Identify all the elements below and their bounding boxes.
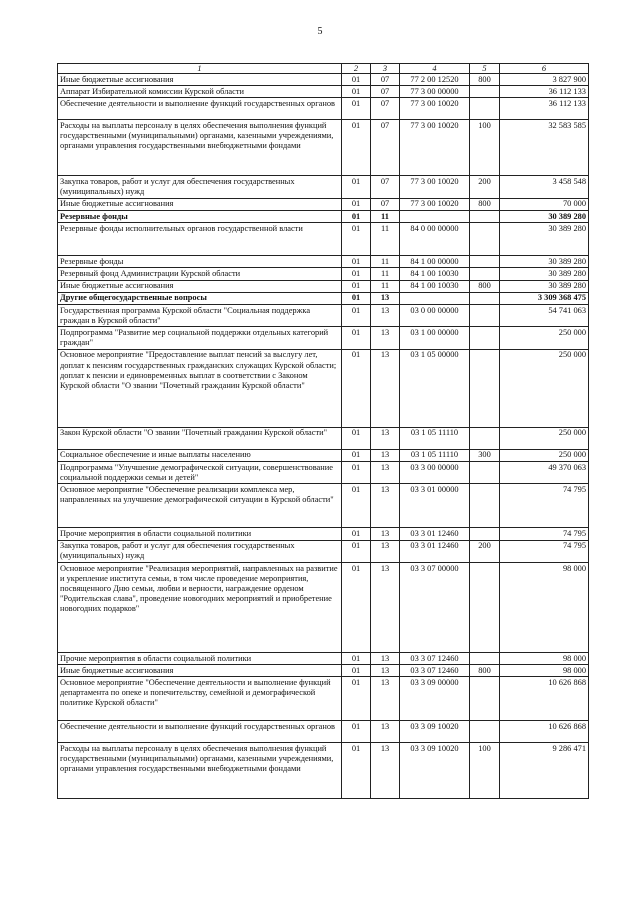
row-subsection-cell: 13	[371, 427, 400, 449]
row-amount-cell: 74 795	[500, 484, 589, 528]
row-name-cell: Резервные фонды	[58, 211, 342, 223]
row-amount-cell: 30 389 280	[500, 256, 589, 268]
row-section-cell: 01	[342, 665, 371, 677]
row-section-cell: 01	[342, 721, 371, 743]
row-amount-cell: 98 000	[500, 653, 589, 665]
row-section-cell: 01	[342, 743, 371, 799]
row-target-article-cell: 84 1 00 10030	[400, 268, 470, 280]
row-amount-cell: 250 000	[500, 349, 589, 427]
table-row	[58, 427, 589, 449]
row-target-article-cell: 77 3 00 10020	[400, 120, 470, 176]
row-target-article-cell: 77 3 00 10020	[400, 198, 470, 210]
row-amount-cell: 3 309 368 475	[500, 292, 589, 304]
page-number: 5	[317, 26, 323, 37]
table-row	[58, 327, 589, 349]
table-row	[58, 721, 589, 743]
row-target-article-cell: 03 1 05 11110	[400, 427, 470, 449]
header-cell-subsection: 3	[371, 64, 400, 74]
row-target-article-cell: 77 3 00 00000	[400, 86, 470, 98]
row-expense-type-cell	[470, 677, 500, 721]
row-expense-type-cell	[470, 86, 500, 98]
row-amount-cell: 30 389 280	[500, 268, 589, 280]
row-target-article-cell: 03 0 00 00000	[400, 305, 470, 327]
table-row	[58, 211, 589, 223]
row-target-article-cell	[400, 292, 470, 304]
row-name-cell: Обеспечение деятельности и выполнение функций государственных органов	[58, 721, 342, 743]
row-expense-type-cell	[470, 292, 500, 304]
row-amount-cell: 54 741 063	[500, 305, 589, 327]
row-name-cell: Прочие мероприятия в области социальной политики	[58, 528, 342, 540]
row-amount-cell: 70 000	[500, 198, 589, 210]
row-subsection-cell: 13	[371, 665, 400, 677]
row-section-cell: 01	[342, 427, 371, 449]
table-row	[58, 528, 589, 540]
table-row	[58, 349, 589, 427]
row-section-cell: 01	[342, 528, 371, 540]
row-section-cell: 01	[342, 268, 371, 280]
row-name-cell: Резервные фонды исполнительных органов государственной власти	[58, 223, 342, 256]
row-section-cell: 01	[342, 176, 371, 198]
row-section-cell: 01	[342, 120, 371, 176]
row-subsection-cell: 07	[371, 176, 400, 198]
row-subsection-cell: 07	[371, 74, 400, 86]
row-name-cell: Обеспечение деятельности и выполнение функций государственных органов	[58, 98, 342, 120]
row-name-cell: Другие общегосударственные вопросы	[58, 292, 342, 304]
row-amount-cell: 30 389 280	[500, 211, 589, 223]
row-name-cell: Иные бюджетные ассигнования	[58, 280, 342, 292]
row-subsection-cell: 07	[371, 86, 400, 98]
row-name-cell: Прочие мероприятия в области социальной политики	[58, 653, 342, 665]
row-section-cell: 01	[342, 280, 371, 292]
row-section-cell: 01	[342, 292, 371, 304]
row-name-cell: Подпрограмма "Улучшение демографической ситуации, совершенствование социальной поддержки семьи и детей"	[58, 462, 342, 484]
row-section-cell: 01	[342, 349, 371, 427]
row-section-cell: 01	[342, 211, 371, 223]
row-name-cell: Иные бюджетные ассигнования	[58, 665, 342, 677]
row-subsection-cell: 07	[371, 98, 400, 120]
row-expense-type-cell	[470, 349, 500, 427]
row-expense-type-cell	[470, 256, 500, 268]
row-subsection-cell: 13	[371, 677, 400, 721]
row-target-article-cell: 03 3 07 12460	[400, 653, 470, 665]
row-subsection-cell: 11	[371, 211, 400, 223]
row-subsection-cell: 13	[371, 292, 400, 304]
row-section-cell: 01	[342, 327, 371, 349]
row-section-cell: 01	[342, 198, 371, 210]
row-section-cell: 01	[342, 256, 371, 268]
row-target-article-cell: 84 1 00 00000	[400, 256, 470, 268]
row-expense-type-cell	[470, 484, 500, 528]
row-section-cell: 01	[342, 305, 371, 327]
row-name-cell: Расходы на выплаты персоналу в целях обеспечения выполнения функций государственными (муниципальными) органами, казенными учреждениями, органами управления государственными внебюджетными фондами	[58, 120, 342, 176]
row-section-cell: 01	[342, 462, 371, 484]
table-row	[58, 86, 589, 98]
row-expense-type-cell	[470, 223, 500, 256]
row-name-cell: Основное мероприятие "Обеспечение реализации комплекса мер, направленных на улучшение демографической ситуации в Курской области"	[58, 484, 342, 528]
table-row	[58, 449, 589, 461]
row-section-cell: 01	[342, 223, 371, 256]
header-cell-target-article: 4	[400, 64, 470, 74]
row-amount-cell: 36 112 133	[500, 86, 589, 98]
row-target-article-cell: 03 3 01 12460	[400, 528, 470, 540]
row-target-article-cell: 03 1 00 00000	[400, 327, 470, 349]
row-expense-type-cell: 100	[470, 743, 500, 799]
row-target-article-cell: 03 1 05 11110	[400, 449, 470, 461]
row-name-cell: Иные бюджетные ассигнования	[58, 198, 342, 210]
row-name-cell: Основное мероприятие "Обеспечение деятельности и выполнение функций департамента по опеке и попечительству, семейной и демографической политике Курской области"	[58, 677, 342, 721]
row-name-cell: Иные бюджетные ассигнования	[58, 74, 342, 86]
table-row	[58, 256, 589, 268]
row-amount-cell: 98 000	[500, 665, 589, 677]
row-expense-type-cell	[470, 462, 500, 484]
row-subsection-cell: 07	[371, 198, 400, 210]
row-name-cell: Аппарат Избирательной комиссии Курской области	[58, 86, 342, 98]
row-subsection-cell: 13	[371, 462, 400, 484]
row-section-cell: 01	[342, 86, 371, 98]
row-name-cell: Основное мероприятие "Реализация мероприятий, направленных на развитие и укрепление института семьи, в том числе проведение мероприятия, посвященного Дню семьи, любви и верности, награждение орденом "Родительская слава", проведение новогодних мероприятий и приобретение новогодних подарков"	[58, 563, 342, 653]
table-row	[58, 540, 589, 562]
row-target-article-cell: 03 3 01 00000	[400, 484, 470, 528]
table-row	[58, 305, 589, 327]
table-row	[58, 677, 589, 721]
row-amount-cell: 30 389 280	[500, 223, 589, 256]
row-target-article-cell: 03 3 07 12460	[400, 665, 470, 677]
row-target-article-cell: 03 3 01 12460	[400, 540, 470, 562]
row-target-article-cell: 84 1 00 10030	[400, 280, 470, 292]
row-amount-cell: 3 458 548	[500, 176, 589, 198]
row-expense-type-cell	[470, 305, 500, 327]
row-target-article-cell: 77 2 00 12520	[400, 74, 470, 86]
table-row	[58, 176, 589, 198]
row-target-article-cell: 03 3 09 10020	[400, 743, 470, 799]
row-amount-cell: 36 112 133	[500, 98, 589, 120]
row-amount-cell: 10 626 868	[500, 721, 589, 743]
row-amount-cell: 49 370 063	[500, 462, 589, 484]
table-row	[58, 563, 589, 653]
row-target-article-cell: 77 3 00 10020	[400, 98, 470, 120]
row-subsection-cell: 11	[371, 223, 400, 256]
row-section-cell: 01	[342, 484, 371, 528]
table-row	[58, 292, 589, 304]
table-row	[58, 198, 589, 210]
row-subsection-cell: 13	[371, 743, 400, 799]
row-target-article-cell: 03 3 09 10020	[400, 721, 470, 743]
row-expense-type-cell	[470, 528, 500, 540]
row-target-article-cell: 03 3 09 00000	[400, 677, 470, 721]
row-amount-cell: 98 000	[500, 563, 589, 653]
row-section-cell: 01	[342, 540, 371, 562]
row-expense-type-cell: 800	[470, 280, 500, 292]
table-row	[58, 223, 589, 256]
table-row	[58, 268, 589, 280]
row-expense-type-cell	[470, 427, 500, 449]
row-section-cell: 01	[342, 449, 371, 461]
row-amount-cell: 250 000	[500, 327, 589, 349]
row-subsection-cell: 07	[371, 120, 400, 176]
row-amount-cell: 30 389 280	[500, 280, 589, 292]
row-subsection-cell: 11	[371, 280, 400, 292]
row-expense-type-cell	[470, 268, 500, 280]
row-expense-type-cell: 800	[470, 665, 500, 677]
row-section-cell: 01	[342, 98, 371, 120]
row-expense-type-cell: 200	[470, 540, 500, 562]
budget-table	[57, 63, 589, 799]
row-subsection-cell: 13	[371, 563, 400, 653]
row-expense-type-cell	[470, 98, 500, 120]
row-expense-type-cell	[470, 211, 500, 223]
row-expense-type-cell: 800	[470, 74, 500, 86]
row-amount-cell: 32 583 585	[500, 120, 589, 176]
header-cell-section: 2	[342, 64, 371, 74]
row-subsection-cell: 13	[371, 540, 400, 562]
row-section-cell: 01	[342, 653, 371, 665]
row-name-cell: Расходы на выплаты персоналу в целях обеспечения выполнения функций государственными (муниципальными) органами, казенными учреждениями, органами управления государственными внебюджетными фондами	[58, 743, 342, 799]
row-target-article-cell: 03 1 05 00000	[400, 349, 470, 427]
row-expense-type-cell	[470, 327, 500, 349]
row-expense-type-cell	[470, 563, 500, 653]
table-row	[58, 653, 589, 665]
row-expense-type-cell: 800	[470, 198, 500, 210]
row-target-article-cell: 84 0 00 00000	[400, 223, 470, 256]
row-subsection-cell: 13	[371, 449, 400, 461]
row-name-cell: Государственная программа Курской области "Социальная поддержка граждан в Курской области"	[58, 305, 342, 327]
row-amount-cell: 250 000	[500, 427, 589, 449]
row-expense-type-cell: 100	[470, 120, 500, 176]
row-subsection-cell: 13	[371, 528, 400, 540]
row-amount-cell: 74 795	[500, 528, 589, 540]
row-target-article-cell: 77 3 00 10020	[400, 176, 470, 198]
row-subsection-cell: 13	[371, 349, 400, 427]
row-amount-cell: 250 000	[500, 449, 589, 461]
header-cell-amount: 6	[500, 64, 589, 74]
table-row	[58, 74, 589, 86]
row-subsection-cell: 13	[371, 305, 400, 327]
row-amount-cell: 9 286 471	[500, 743, 589, 799]
row-amount-cell: 10 626 868	[500, 677, 589, 721]
row-expense-type-cell	[470, 653, 500, 665]
row-target-article-cell	[400, 211, 470, 223]
row-subsection-cell: 13	[371, 327, 400, 349]
row-target-article-cell: 03 3 00 00000	[400, 462, 470, 484]
row-target-article-cell: 03 3 07 00000	[400, 563, 470, 653]
row-name-cell: Основное мероприятие "Предоставление выплат пенсий за выслугу лет, доплат к пенсиям государственных гражданских служащих Курской области; доплат к пенсии и единовременных выплат в соответствии с Законом Курской области "О звании "Почетный гражданин Курской области"	[58, 349, 342, 427]
row-section-cell: 01	[342, 74, 371, 86]
table-row	[58, 120, 589, 176]
row-expense-type-cell: 200	[470, 176, 500, 198]
row-subsection-cell: 13	[371, 484, 400, 528]
row-name-cell: Резервный фонд Администрации Курской области	[58, 268, 342, 280]
row-name-cell: Социальное обеспечение и иные выплаты населению	[58, 449, 342, 461]
row-name-cell: Закупка товаров, работ и услуг для обеспечения государственных (муниципальных) нужд	[58, 540, 342, 562]
header-cell-name: 1	[58, 64, 342, 74]
table-row	[58, 462, 589, 484]
row-name-cell: Резервные фонды	[58, 256, 342, 268]
row-name-cell: Закупка товаров, работ и услуг для обеспечения государственных (муниципальных) нужд	[58, 176, 342, 198]
row-name-cell: Подпрограмма "Развитие мер социальной поддержки отдельных категорий граждан"	[58, 327, 342, 349]
row-name-cell: Закон Курской области "О звании "Почетный гражданин Курской области"	[58, 427, 342, 449]
header-row	[58, 64, 589, 74]
row-subsection-cell: 11	[371, 256, 400, 268]
table-row	[58, 280, 589, 292]
row-subsection-cell: 11	[371, 268, 400, 280]
table-row	[58, 665, 589, 677]
row-subsection-cell: 13	[371, 721, 400, 743]
table-row	[58, 743, 589, 799]
row-expense-type-cell	[470, 721, 500, 743]
table-row	[58, 98, 589, 120]
row-expense-type-cell: 300	[470, 449, 500, 461]
row-amount-cell: 74 795	[500, 540, 589, 562]
table-row	[58, 484, 589, 528]
row-section-cell: 01	[342, 563, 371, 653]
row-subsection-cell: 13	[371, 653, 400, 665]
header-cell-expense-type: 5	[470, 64, 500, 74]
row-section-cell: 01	[342, 677, 371, 721]
row-amount-cell: 3 827 900	[500, 74, 589, 86]
